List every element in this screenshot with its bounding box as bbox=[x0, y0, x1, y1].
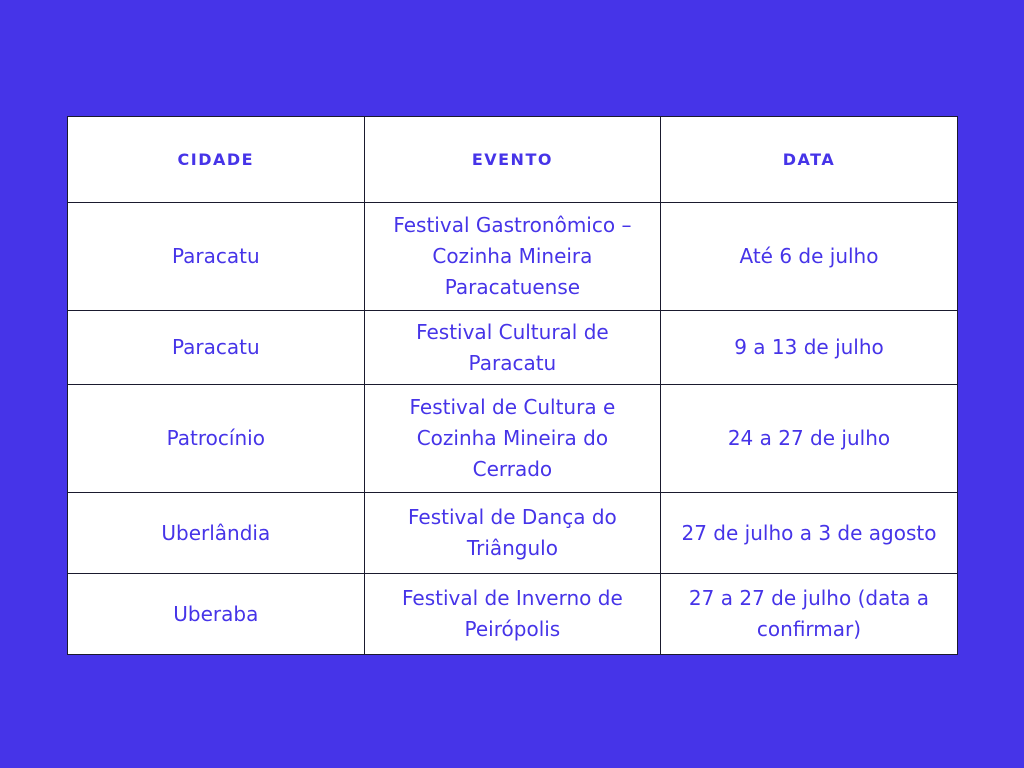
cell-data: Até 6 de julho bbox=[661, 203, 958, 311]
cell-cidade: Paracatu bbox=[68, 203, 365, 311]
cell-evento: Festival de Dança do Triângulo bbox=[364, 493, 661, 574]
cell-evento: Festival Gastronômico – Cozinha Mineira Paracatuense bbox=[364, 203, 661, 311]
cell-cidade: Uberlândia bbox=[68, 493, 365, 574]
cell-evento: Festival Cultural de Paracatu bbox=[364, 311, 661, 385]
events-table bbox=[67, 116, 958, 655]
cell-data: 27 a 27 de julho (data a confirmar) bbox=[661, 574, 958, 655]
header-data: DATA bbox=[661, 117, 958, 203]
cell-cidade: Patrocínio bbox=[68, 385, 365, 493]
table-row bbox=[68, 311, 958, 385]
cell-evento: Festival de Cultura e Cozinha Mineira do Cerrado bbox=[364, 385, 661, 493]
header-cidade: CIDADE bbox=[68, 117, 365, 203]
table-row bbox=[68, 493, 958, 574]
cell-data: 9 a 13 de julho bbox=[661, 311, 958, 385]
table-row bbox=[68, 203, 958, 311]
table-header bbox=[68, 117, 958, 203]
table-row bbox=[68, 574, 958, 655]
table-row bbox=[68, 385, 958, 493]
cell-data: 27 de julho a 3 de agosto bbox=[661, 493, 958, 574]
header-row bbox=[68, 117, 958, 203]
cell-evento: Festival de Inverno de Peirópolis bbox=[364, 574, 661, 655]
table-body bbox=[68, 203, 958, 655]
header-evento: EVENTO bbox=[364, 117, 661, 203]
cell-cidade: Paracatu bbox=[68, 311, 365, 385]
cell-cidade: Uberaba bbox=[68, 574, 365, 655]
cell-data: 24 a 27 de julho bbox=[661, 385, 958, 493]
